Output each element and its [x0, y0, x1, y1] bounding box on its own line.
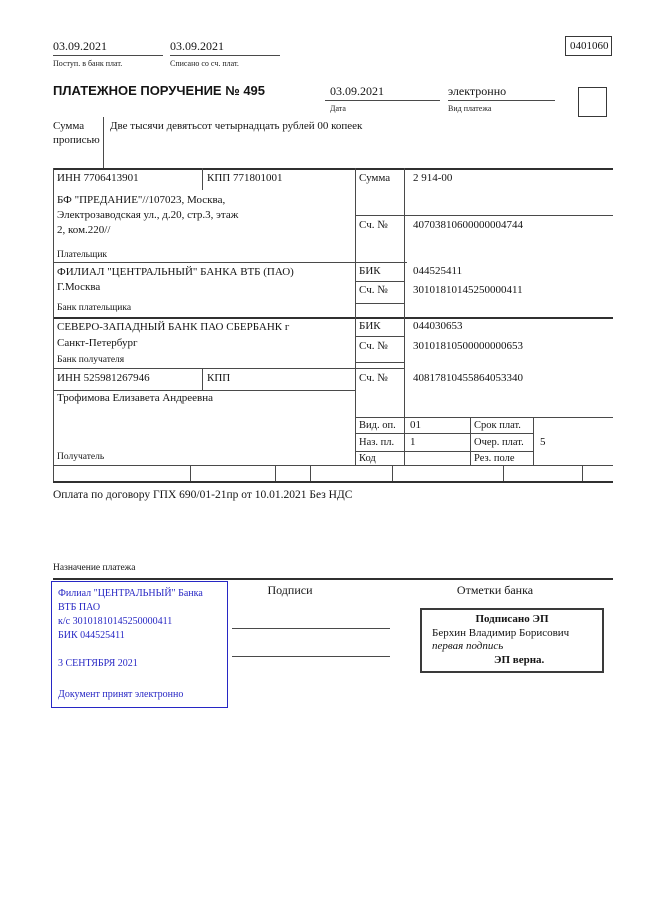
signature-line: [232, 628, 390, 629]
payer-bank-bik-label: БИК: [359, 265, 381, 277]
table-line: [53, 317, 613, 319]
debited-date-underline: [170, 55, 280, 56]
signature-kind: первая подпись: [432, 640, 504, 652]
beneficiary-bank-bik-label: БИК: [359, 320, 381, 332]
priority-value: 5: [540, 436, 546, 448]
payer-bank-name-line: Г.Москва: [57, 281, 101, 293]
payer-kpp: КПП 771801001: [207, 172, 283, 184]
beneficiary-bank-bik: 044030653: [413, 320, 463, 332]
stamp-line: Филиал "ЦЕНТРАЛЬНЫЙ" Банка: [58, 588, 203, 599]
table-line: [355, 215, 613, 216]
form-code-box: [565, 36, 612, 56]
table-line: [53, 390, 355, 391]
table-line: [355, 336, 404, 337]
payer-name-line: 2, ком.220//: [57, 224, 111, 236]
amount-words-divider: [103, 117, 104, 168]
table-line: [53, 465, 613, 466]
table-line: [355, 168, 356, 465]
table-line: [53, 168, 54, 481]
beneficiary-account: 40817810455864053340: [413, 372, 523, 384]
table-line: [53, 368, 404, 369]
payer-bank-account: 30101810145250000411: [413, 284, 523, 296]
table-line: [470, 417, 471, 465]
stamp-line: ВТБ ПАО: [58, 602, 101, 613]
bank-marks-box: [420, 608, 604, 673]
beneficiary-bank-name-line: СЕВЕРО-ЗАПАДНЫЙ БАНК ПАО СБЕРБАНК г: [57, 321, 290, 333]
received-date-label: Поступ. в банк плат.: [53, 59, 123, 68]
payment-kind: электронно: [448, 84, 507, 98]
debited-date: 03.09.2021: [170, 39, 224, 53]
amount-words-label-2: прописью: [53, 134, 100, 146]
amount-in-words: Две тысячи девятьсот четырнадцать рублей 00 копеек: [110, 120, 363, 132]
bank-marks-heading: Отметки банка: [456, 583, 534, 597]
date-underline: [325, 100, 440, 101]
beneficiary-kpp: КПП: [207, 372, 231, 384]
document-date: 03.09.2021: [330, 84, 384, 98]
stamp-line: к/с 30101810145250000411: [58, 616, 173, 627]
table-line: [533, 417, 534, 465]
table-line: [404, 168, 405, 465]
oper-type-value: 01: [410, 419, 421, 431]
payer-bank-name-line: ФИЛИАЛ "ЦЕНТРАЛЬНЫЙ" БАНКА ВТБ (ПАО): [57, 266, 294, 278]
payer-account-label: Сч. №: [359, 219, 388, 231]
table-line: [355, 362, 404, 363]
table-line: [53, 481, 613, 483]
table-line: [53, 262, 407, 263]
electronic-stamp: [51, 581, 228, 708]
payer-name-line: Электрозаводская ул., д.20, стр.3, этаж: [57, 209, 239, 221]
beneficiary-bank-label: Банк получателя: [57, 355, 125, 365]
payer-name-line: БФ "ПРЕДАНИЕ"//107023, Москва,: [57, 194, 226, 206]
table-line: [310, 465, 311, 481]
payment-kind-label: Вид платежа: [448, 104, 492, 113]
stamp-line: БИК 044525411: [58, 630, 125, 641]
payer-inn: ИНН 7706413901: [57, 172, 139, 184]
amount-words-label-1: Сумма: [53, 120, 85, 132]
payer-bank-label: Банк плательщика: [57, 303, 132, 313]
signer-name: Берхин Владимир Борисович: [432, 626, 570, 639]
form-code: 0401060: [570, 40, 609, 52]
stamp-date: 3 СЕНТЯБРЯ 2021: [58, 658, 138, 669]
debited-date-label: Списано со сч. плат.: [170, 59, 239, 68]
reserve-label: Рез. поле: [474, 453, 515, 464]
pay-purpose-label: Наз. пл.: [359, 437, 395, 448]
payer-account: 40703810600000004744: [413, 219, 523, 231]
signature-line: [232, 656, 390, 657]
document-title: ПЛАТЕЖНОЕ ПОРУЧЕНИЕ № 495: [53, 83, 266, 98]
table-line: [202, 368, 203, 390]
beneficiary-name: Трофимова Елизавета Андреевна: [57, 392, 214, 404]
oper-type-label: Вид. оп.: [359, 420, 396, 431]
priority-label: Очер. плат.: [474, 437, 524, 448]
payer-bank-bik: 044525411: [413, 265, 463, 277]
beneficiary-bank-account: 30101810500000000653: [413, 340, 523, 352]
table-line: [355, 417, 613, 418]
beneficiary-bank-account-label: Сч. №: [359, 340, 388, 352]
beneficiary-account-label: Сч. №: [359, 372, 388, 384]
payer-bank-account-label: Сч. №: [359, 284, 388, 296]
status-checkbox: [578, 87, 607, 117]
payment-kind-underline: [448, 100, 555, 101]
code-label: Код: [359, 453, 376, 464]
table-line: [503, 465, 504, 481]
amount-label: Сумма: [359, 172, 391, 184]
pay-purpose-value: 1: [410, 436, 416, 448]
table-line: [355, 281, 404, 282]
payer-label: Плательщик: [57, 250, 108, 260]
table-line: [355, 433, 533, 434]
ep-verified: ЭП верна.: [494, 653, 545, 666]
table-line: [355, 451, 533, 452]
table-line: [392, 465, 393, 481]
amount-value: 2 914-00: [413, 172, 453, 184]
beneficiary-label: Получатель: [57, 452, 105, 462]
purpose-text: Оплата по договору ГПХ 690/01-21пр от 10.01.2021 Без НДС: [53, 489, 353, 501]
stamp-footer: Документ принят электронно: [58, 689, 184, 700]
table-line: [190, 465, 191, 481]
pay-term-label: Срок плат.: [474, 420, 521, 431]
beneficiary-inn: ИНН 525981267946: [57, 372, 150, 384]
table-line: [355, 303, 404, 304]
stamp-spacer: [58, 643, 221, 657]
purpose-underline: [53, 578, 613, 580]
signed-ep-title: Подписано ЭП: [475, 613, 549, 625]
table-line: [202, 168, 203, 190]
table-line: [582, 465, 583, 481]
received-date-underline: [53, 55, 163, 56]
purpose-label: Назначение платежа: [53, 563, 136, 573]
table-line: [275, 465, 276, 481]
date-label: Дата: [330, 104, 346, 113]
received-date: 03.09.2021: [53, 39, 107, 53]
beneficiary-bank-name-line: Санкт-Петербург: [57, 337, 138, 349]
table-line: [53, 168, 613, 170]
signatures-heading: Подписи: [267, 583, 313, 597]
